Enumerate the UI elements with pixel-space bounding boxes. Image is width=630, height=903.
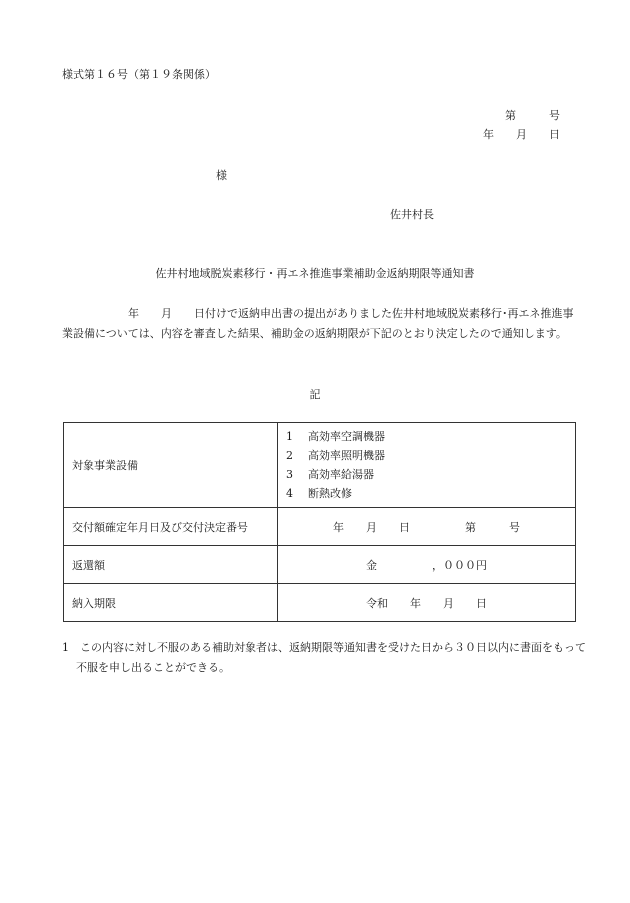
document-title: 佐井村地域脱炭素移行・再エネ推進事業補助金返納期限等通知書 [155,267,475,280]
list-item: 4 断熱改修 [286,487,352,500]
document-date: 年 月 日 [483,128,560,141]
decision-value: 年 月 日 第 号 [278,508,576,546]
document-number: 第 号 [505,109,560,122]
ki-heading: 記 [309,388,321,401]
list-item: 1 高効率空調機器 [286,430,385,443]
equipment-list [286,423,567,507]
table-row [64,508,576,546]
sender: 佐井村長 [390,208,434,221]
list-item: 3 高効率給湯器 [286,468,374,481]
deadline-value: 令和 年 月 日 [278,584,576,622]
table-row [64,423,576,508]
equipment-label: 対象事業設備 [64,423,278,508]
table-row [64,546,576,584]
refund-label: 返還額 [64,546,278,584]
addressee: 様 [216,169,227,182]
list-item: 2 高効率照明機器 [286,449,385,462]
detail-table [63,422,576,622]
note-paragraph: 1 この内容に対し不服のある補助対象者は、返納期限等通知書を受けた日から３０日以内に書面をもって不服を申し出ることができる。 [62,641,586,674]
body-paragraph: 年 月 日付けで返納申出書の提出がありました佐井村地域脱炭素移行･再エネ推進事業設備については、内容を審査した結果、補助金の返納期限が下記のとおり決定したので通知します。 [62,307,574,340]
refund-value: 金 ，０００円 [278,546,576,584]
form-number: 様式第１６号（第１９条関係） [62,68,216,81]
deadline-label: 納入期限 [64,584,278,622]
table-row [64,584,576,622]
decision-label: 交付額確定年月日及び交付決定番号 [64,508,278,546]
equipment-cell [278,423,576,508]
